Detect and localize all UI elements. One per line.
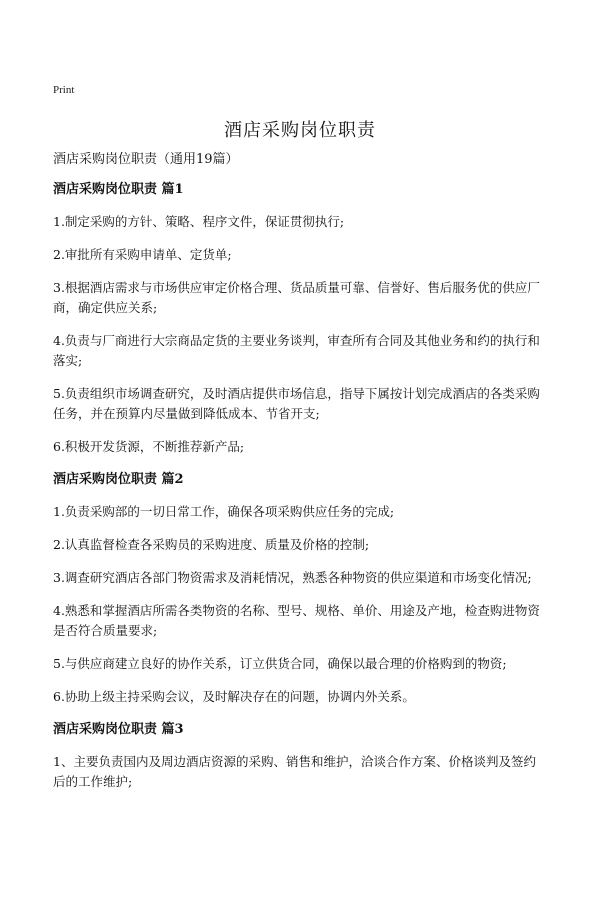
section-3 bbox=[53, 720, 547, 792]
duty-item: 2.认真监督检查各采购员的采购进度、质量及价格的控制; bbox=[53, 537, 370, 552]
duty-item: 4.负责与厂商进行大宗商品定货的主要业务谈判，审查所有合同及其他业务和约的执行和落实; bbox=[53, 333, 540, 368]
section-heading: 酒店采购岗位职责 篇2 bbox=[53, 472, 184, 487]
page-title: 酒店采购岗位职责 bbox=[224, 120, 376, 141]
section-heading: 酒店采购岗位职责 篇1 bbox=[53, 182, 184, 197]
duty-item: 1、主要负责国内及周边酒店资源的采购、销售和维护，洽谈合作方案、价格谈判及签约后的工作维护; bbox=[53, 754, 536, 789]
duty-item: 6.积极开发货源，不断推荐新产品; bbox=[53, 439, 245, 454]
duty-item: 2.审批所有采购申请单、定货单; bbox=[53, 247, 232, 262]
duty-item: 3.调查研究酒店各部门物资需求及消耗情况，熟悉各种物资的供应渠道和市场变化情况; bbox=[53, 570, 532, 585]
document-body bbox=[53, 150, 547, 805]
duty-item: 6.协助上级主持采购会议，及时解决存在的问题，协调内外关系。 bbox=[53, 689, 415, 704]
duty-item: 5.与供应商建立良好的协作关系，订立供货合同，确保以最合理的价格购到的物资; bbox=[53, 656, 507, 671]
duty-item: 1.制定采购的方针、策略、程序文件，保证贯彻执行; bbox=[53, 214, 345, 229]
duty-item: 5.负责组织市场调查研究，及时酒店提供市场信息，指导下属按计划完成酒店的各类采购任务，并在预算内尽量做到降低成本、节省开支; bbox=[53, 386, 540, 421]
duty-item: 3.根据酒店需求与市场供应审定价格合理、货品质量可靠、信誉好、售后服务优的供应厂商，确定供应关系; bbox=[53, 280, 540, 315]
print-link[interactable]: Print bbox=[53, 84, 75, 96]
section-1 bbox=[53, 180, 547, 457]
section-heading: 酒店采购岗位职责 篇3 bbox=[53, 722, 184, 737]
duty-item: 1.负责采购部的一切日常工作，确保各项采购供应任务的完成; bbox=[53, 504, 395, 519]
document-subtitle: 酒店采购岗位职责（通用19篇） bbox=[53, 152, 239, 167]
duty-item: 4.熟悉和掌握酒店所需各类物资的名称、型号、规格、单价、用途及产地，检查购进物资是否符合质量要求; bbox=[53, 603, 540, 638]
section-2 bbox=[53, 470, 547, 707]
